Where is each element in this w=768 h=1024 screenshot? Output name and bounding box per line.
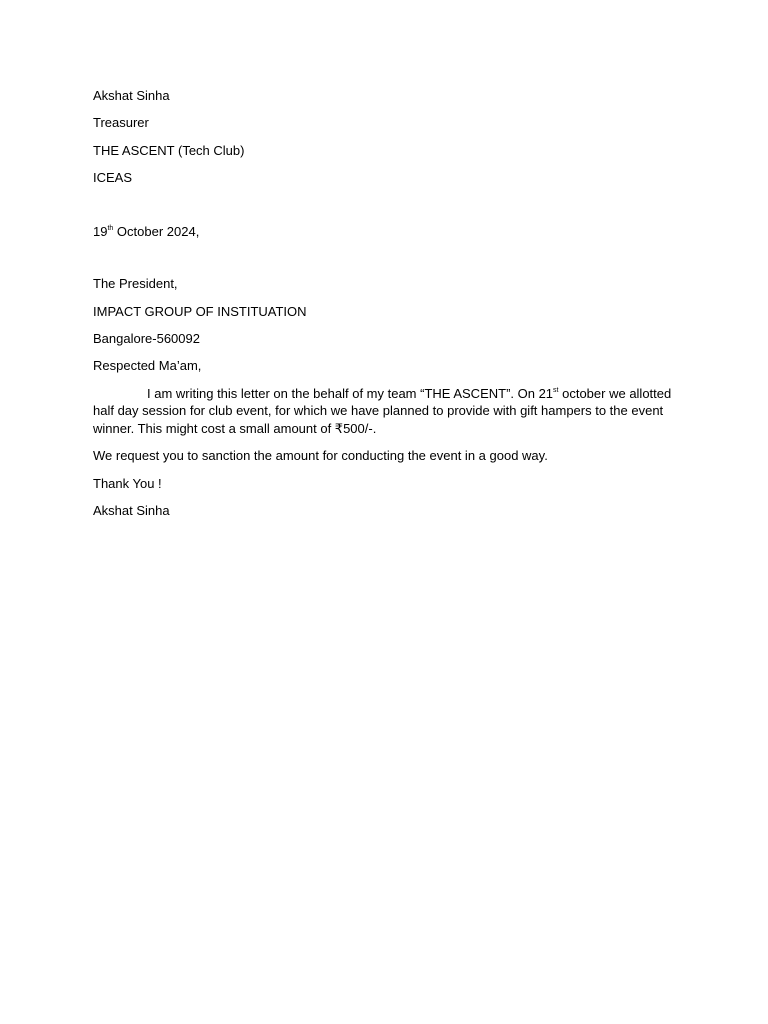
signature: Akshat Sinha <box>93 502 170 518</box>
recipient-address: Bangalore-560092 <box>93 330 200 346</box>
letter-date <box>93 223 683 241</box>
body-p1-end: october we allotted half day session for club event, for which we have planned to provide with gift hampers to the event winner. This might cost a small amount of ₹500/-. <box>93 385 672 436</box>
sender-designation: Treasurer <box>93 115 149 131</box>
body-paragraph-2: We request you to sanction the amount for conducting the event in a good way. <box>93 448 548 464</box>
sender-club: THE ASCENT (Tech Club) <box>93 142 245 158</box>
date-rest: October 2024, <box>113 223 200 239</box>
body-paragraph-1 <box>93 385 683 438</box>
date-day: 19 <box>93 223 108 239</box>
date-suffix: th <box>107 224 114 232</box>
recipient-organization: IMPACT GROUP OF INSTITUATION <box>93 303 307 319</box>
sender-name: Akshat Sinha <box>93 88 170 103</box>
sender-institution: ICEAS <box>93 170 133 186</box>
body-p1-start: I am writing this letter on the behalf of my team “THE ASCENT”. On 21 <box>147 385 554 401</box>
letter-body <box>93 87 683 529</box>
closing: Thank You ! <box>93 475 162 491</box>
body-p1-suffix: st <box>553 386 559 394</box>
recipient-title: The President, <box>93 276 178 292</box>
salutation: Respected Ma’am, <box>93 358 202 374</box>
